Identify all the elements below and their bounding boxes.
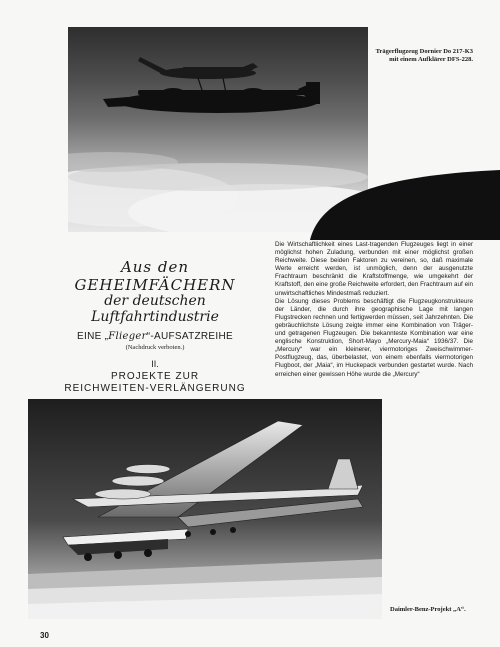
series-line — [40, 331, 270, 342]
top-caption-line2: mit einem Aufklärer DFS-228. — [389, 56, 473, 63]
daimler-benz-aircraft-drawing — [28, 399, 382, 619]
series-suffix: “-AUFSATZREIHE — [146, 331, 233, 342]
aircraft-marking: ·· · — [198, 503, 206, 509]
page-number: 30 — [40, 631, 49, 640]
article-title-block — [40, 258, 270, 408]
projects-title — [40, 371, 270, 395]
bottom-illustration-caption: Daimler-Benz-Projekt „A“. — [390, 606, 466, 613]
series-prefix: EINE „ — [77, 331, 109, 342]
article-title-line2: der deutschen Luftfahrtindustrie — [91, 293, 219, 325]
top-photo-caption — [373, 48, 473, 64]
projects-title-line2: REICHWEITEN-VERLÄNGERUNG — [64, 383, 246, 394]
part-number: II. — [151, 359, 159, 369]
article-title-line1: Aus den GEHEIMFÄCHERN — [74, 258, 236, 294]
dark-wing-silhouette — [310, 170, 500, 240]
top-caption-line1: Trägerflugzeug Dornier Do 217-K3 — [375, 48, 473, 55]
projects-title-line1: PROJEKTE ZUR — [110, 371, 200, 382]
body-paragraph-2: Die Lösung dieses Problems beschäftigt die Flugzeugkonstrukteure der Länder, die durch ihre geographische Lage mit langen Flugstrecken rechnen und fertigwerden müssen, seit Jahrzehnten. Die gebräuchlichste Lösung zeigte immer eine Kombination von Träger- und getragenen Flugzeugen. Die bekannteste Kombination war eine englische Konstruktion, Short-Mayo „Mercury-Maia“ 1936/37. Die „Mercury“ war ein kleinerer, viermotoriges Zweischwimmer-Postflugzeug, das, überbelastet, von einem ebenfalls viermotorigen Flugboot, der „Maia“, im Huckepack verbunden gestartet wurde. Nach erreichen einer gewissen Höhe wurde die „Mercury“ — [275, 297, 473, 378]
body-paragraph-1: Die Wirtschaftlichkeit eines Last-tragenden Flugzeuges liegt in einer möglichst hohen Zuladung, verbunden mit einer möglichst großen Reichweite. Diese beiden Faktoren zu vereinen, so, daß maximale Werte erreicht werden, ist unmöglich, denn der ausgenutzte Frachtraum beschränkt die Kraftstoffmenge, wie umgekehrt der Kraftstoff, den eine große Reichweite erfordert, den Frachtraum auf ein unwirtschaftliches Mindestmaß reduziert. — [275, 241, 473, 297]
body-text — [275, 241, 473, 379]
bottom-illustration — [28, 399, 382, 619]
reprint-note: (Nachdruck verboten.) — [125, 344, 185, 351]
series-magazine: Flieger — [108, 331, 147, 342]
